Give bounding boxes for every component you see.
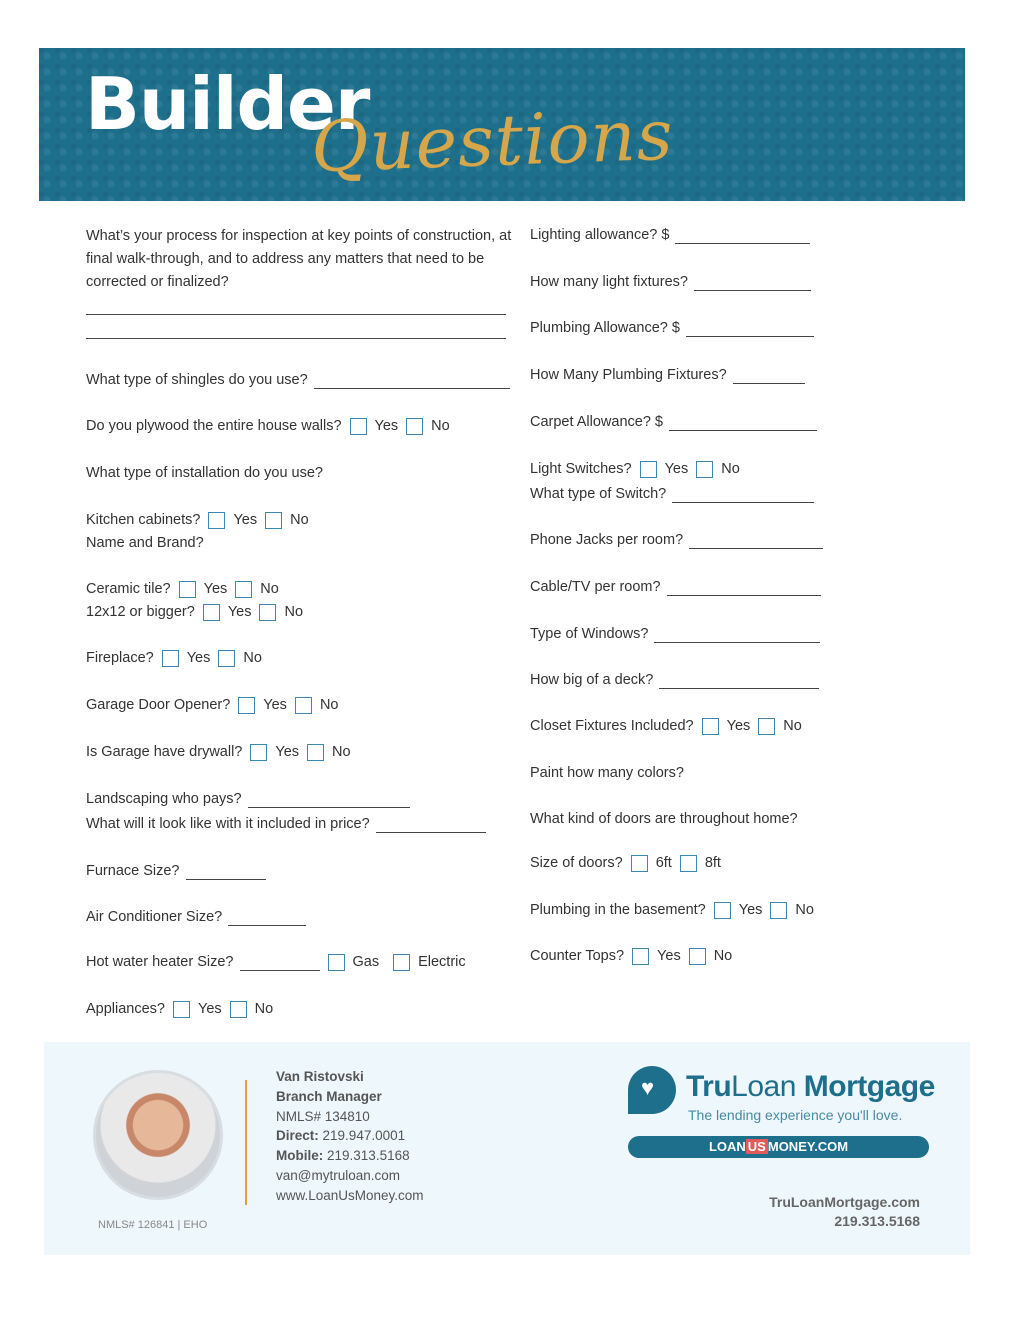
eight-ft-checkbox[interactable]	[680, 855, 697, 872]
agent-website[interactable]: www.LoanUsMoney.com	[276, 1187, 424, 1203]
logo-loan: Loan	[731, 1070, 796, 1103]
no-label: No	[243, 650, 262, 666]
agent-role: Branch Manager	[276, 1088, 382, 1104]
appliances-row	[86, 1000, 273, 1018]
furnace-row	[86, 862, 266, 880]
fireplace-row	[86, 649, 262, 667]
plumbing-fixtures-label: How Many Plumbing Fixtures?	[530, 367, 727, 383]
company-nmls: NMLS# 126841 | EHO	[98, 1219, 208, 1231]
agent-photo	[93, 1070, 223, 1200]
ceramic-label: Ceramic tile?	[86, 581, 171, 597]
cable-tv-label: Cable/TV per room?	[530, 579, 661, 595]
landscaping-row	[86, 790, 410, 808]
no-label: No	[319, 697, 339, 713]
name-brand-label: Name and Brand?	[86, 535, 204, 551]
no-label: No	[783, 718, 802, 734]
tile-size-label: 12x12 or bigger?	[86, 604, 195, 620]
landscaping-label: Landscaping who pays?	[86, 791, 242, 807]
appliances-no-checkbox[interactable]	[230, 1001, 247, 1018]
inspection-answer-line-2[interactable]	[86, 338, 506, 339]
yes-label: Yes	[227, 604, 252, 620]
installation-label: What type of installation do you use?	[86, 465, 323, 481]
deck-row	[530, 671, 819, 689]
yes-label: Yes	[186, 650, 211, 666]
plumbing-basement-row	[530, 901, 814, 919]
contact-block	[276, 1067, 424, 1206]
footer-contact-panel	[44, 1042, 970, 1255]
electric-checkbox[interactable]	[393, 954, 410, 971]
pill-loan: LOAN	[708, 1139, 746, 1154]
switch-type-field[interactable]	[672, 488, 814, 503]
garage-opener-yes-checkbox[interactable]	[238, 697, 255, 714]
water-heater-label: Hot water heater Size?	[86, 954, 234, 970]
yes-label: Yes	[198, 1001, 222, 1017]
no-label: No	[795, 902, 814, 918]
phone-jacks-row	[530, 531, 823, 549]
garage-opener-label: Garage Door Opener?	[86, 697, 231, 713]
page-title-script: Questions	[309, 93, 675, 189]
cable-tv-field[interactable]	[667, 581, 821, 596]
yes-label: Yes	[233, 512, 258, 528]
shingles-field[interactable]	[314, 374, 510, 389]
light-switches-label: Light Switches?	[530, 461, 632, 477]
paint-label: Paint how many colors?	[530, 765, 684, 781]
company-site[interactable]: TruLoanMortgage.com	[769, 1194, 920, 1210]
company-phone[interactable]: 219.313.5168	[834, 1213, 920, 1229]
counter-tops-yes-checkbox[interactable]	[632, 948, 649, 965]
yes-label: Yes	[374, 418, 399, 434]
light-fixtures-field[interactable]	[694, 276, 811, 291]
plumbing-allowance-field[interactable]	[686, 322, 814, 337]
logo-tru: Tru	[686, 1070, 732, 1103]
no-label: No	[713, 948, 733, 964]
ceramic-no-checkbox[interactable]	[235, 581, 252, 598]
installation-row	[86, 464, 323, 482]
name-brand-row	[86, 534, 204, 552]
plumbing-fixtures-field[interactable]	[733, 369, 805, 384]
cabinets-no-checkbox[interactable]	[265, 512, 282, 529]
fireplace-label: Fireplace?	[86, 650, 154, 666]
phone-jacks-field[interactable]	[689, 534, 823, 549]
logo-mortgage: Mortgage	[803, 1070, 935, 1103]
water-heater-field[interactable]	[240, 956, 320, 971]
gas-label: Gas	[352, 954, 380, 970]
shingles-row	[86, 371, 510, 389]
plumbing-allowance-label: Plumbing Allowance? $	[530, 320, 680, 336]
carpet-allowance-field[interactable]	[669, 416, 817, 431]
cabinets-label: Kitchen cabinets?	[86, 512, 201, 528]
gas-checkbox[interactable]	[328, 954, 345, 971]
company-tagline: The lending experience you'll love.	[688, 1107, 903, 1123]
yes-label: Yes	[203, 581, 228, 597]
pill-money: MONEY.COM	[767, 1139, 849, 1154]
electric-label: Electric	[418, 954, 466, 970]
light-switches-yes-checkbox[interactable]	[640, 461, 657, 478]
windows-field[interactable]	[654, 628, 820, 643]
plumbing-basement-no-checkbox[interactable]	[770, 902, 787, 919]
no-label: No	[721, 461, 740, 477]
company-logo	[686, 1070, 935, 1104]
agent-nmls: NMLS# 134810	[276, 1108, 370, 1124]
yes-label: Yes	[657, 948, 681, 964]
ac-label: Air Conditioner Size?	[86, 909, 223, 925]
furnace-label: Furnace Size?	[86, 863, 180, 879]
light-fixtures-label: How many light fixtures?	[530, 274, 688, 290]
no-label: No	[290, 512, 309, 528]
tile-size-yes-checkbox[interactable]	[203, 604, 220, 621]
garage-opener-row	[86, 696, 338, 714]
lighting-allowance-field[interactable]	[675, 229, 810, 244]
yes-label: Yes	[738, 902, 763, 918]
no-label: No	[260, 581, 279, 597]
water-heater-row	[86, 953, 466, 971]
direct-label: Direct:	[276, 1128, 319, 1144]
yes-label: Yes	[275, 744, 300, 760]
landscaping-look-field[interactable]	[376, 818, 486, 833]
carpet-allowance-row	[530, 413, 817, 431]
deck-label: How big of a deck?	[530, 672, 654, 688]
paint-row	[530, 764, 684, 782]
divider	[245, 1080, 247, 1205]
inspection-answer-line-1[interactable]	[86, 314, 506, 315]
pill-us: US	[747, 1139, 766, 1154]
counter-tops-no-checkbox[interactable]	[689, 948, 706, 965]
landscaping-field[interactable]	[248, 793, 410, 808]
fireplace-no-checkbox[interactable]	[218, 650, 235, 667]
closet-no-checkbox[interactable]	[758, 718, 775, 735]
direct-phone[interactable]: 219.947.0001	[322, 1128, 406, 1144]
garage-opener-no-checkbox[interactable]	[295, 697, 312, 714]
garage-drywall-yes-checkbox[interactable]	[250, 744, 267, 761]
no-label: No	[431, 418, 450, 434]
page-title: Builder	[85, 62, 370, 146]
plywood-row	[86, 417, 450, 435]
plywood-label: Do you plywood the entire house walls?	[86, 418, 342, 434]
counter-tops-row	[530, 947, 732, 965]
shingles-label: What type of shingles do you use?	[86, 372, 308, 388]
eight-ft-label: 8ft	[704, 855, 721, 871]
lighting-allowance-row	[530, 226, 810, 244]
plumbing-fixtures-row	[530, 366, 805, 384]
phone-jacks-label: Phone Jacks per room?	[530, 532, 684, 548]
inspection-question: What’s your process for inspection at key points of construction, at final walk-through, and to address any matters that need to be corrected or finalized?	[86, 228, 512, 290]
heart-pin-icon: ♥	[628, 1066, 676, 1114]
closet-yes-checkbox[interactable]	[702, 718, 719, 735]
yes-label: Yes	[664, 461, 689, 477]
landscaping-look-label: What will it look like with it included in price?	[86, 816, 370, 832]
closet-row	[530, 717, 802, 735]
loanusmoney-banner[interactable]	[628, 1136, 929, 1158]
yes-label: Yes	[263, 697, 287, 713]
plumbing-basement-label: Plumbing in the basement?	[530, 902, 706, 918]
six-ft-checkbox[interactable]	[631, 855, 648, 872]
ac-row	[86, 908, 306, 926]
tile-size-no-checkbox[interactable]	[259, 604, 276, 621]
closet-label: Closet Fixtures Included?	[530, 718, 694, 734]
furnace-field[interactable]	[186, 865, 266, 880]
yes-label: Yes	[726, 718, 751, 734]
light-switches-row	[530, 460, 740, 478]
no-label: No	[254, 1001, 274, 1017]
fireplace-yes-checkbox[interactable]	[162, 650, 179, 667]
garage-drywall-label: Is Garage have drywall?	[86, 744, 243, 760]
ac-field[interactable]	[228, 911, 306, 926]
cabinets-yes-checkbox[interactable]	[208, 512, 225, 529]
company-site-block	[769, 1193, 920, 1231]
agent-email[interactable]: van@mytruloan.com	[276, 1167, 400, 1183]
switch-type-label: What type of Switch?	[530, 486, 667, 502]
doors-row	[530, 810, 798, 828]
cable-tv-row	[530, 578, 821, 596]
header-banner	[39, 48, 965, 201]
plywood-no-checkbox[interactable]	[406, 418, 423, 435]
no-label: No	[284, 604, 304, 620]
agent-name: Van Ristovski	[276, 1069, 364, 1084]
appliances-yes-checkbox[interactable]	[173, 1001, 190, 1018]
plywood-yes-checkbox[interactable]	[350, 418, 367, 435]
plumbing-allowance-row	[530, 319, 814, 337]
six-ft-label: 6ft	[655, 855, 672, 871]
switch-type-row	[530, 485, 814, 503]
mobile-label: Mobile:	[276, 1148, 324, 1164]
no-label: No	[332, 744, 351, 760]
cabinets-row	[86, 511, 309, 529]
windows-label: Type of Windows?	[530, 626, 649, 642]
light-fixtures-row	[530, 273, 811, 291]
door-size-label: Size of doors?	[530, 855, 623, 871]
lighting-allowance-label: Lighting allowance? $	[530, 227, 670, 243]
carpet-allowance-label: Carpet Allowance? $	[530, 414, 663, 430]
mobile-phone[interactable]: 219.313.5168	[327, 1148, 410, 1164]
plumbing-basement-yes-checkbox[interactable]	[714, 902, 731, 919]
doors-label: What kind of doors are throughout home?	[530, 811, 798, 827]
door-size-row	[530, 854, 721, 872]
ceramic-row	[86, 580, 279, 598]
garage-drywall-no-checkbox[interactable]	[307, 744, 324, 761]
windows-row	[530, 625, 820, 643]
appliances-label: Appliances?	[86, 1001, 165, 1017]
tile-size-row	[86, 603, 303, 621]
garage-drywall-row	[86, 743, 351, 761]
deck-field[interactable]	[659, 674, 819, 689]
light-switches-no-checkbox[interactable]	[696, 461, 713, 478]
ceramic-yes-checkbox[interactable]	[179, 581, 196, 598]
landscaping-look-row	[86, 815, 486, 833]
counter-tops-label: Counter Tops?	[530, 948, 625, 964]
